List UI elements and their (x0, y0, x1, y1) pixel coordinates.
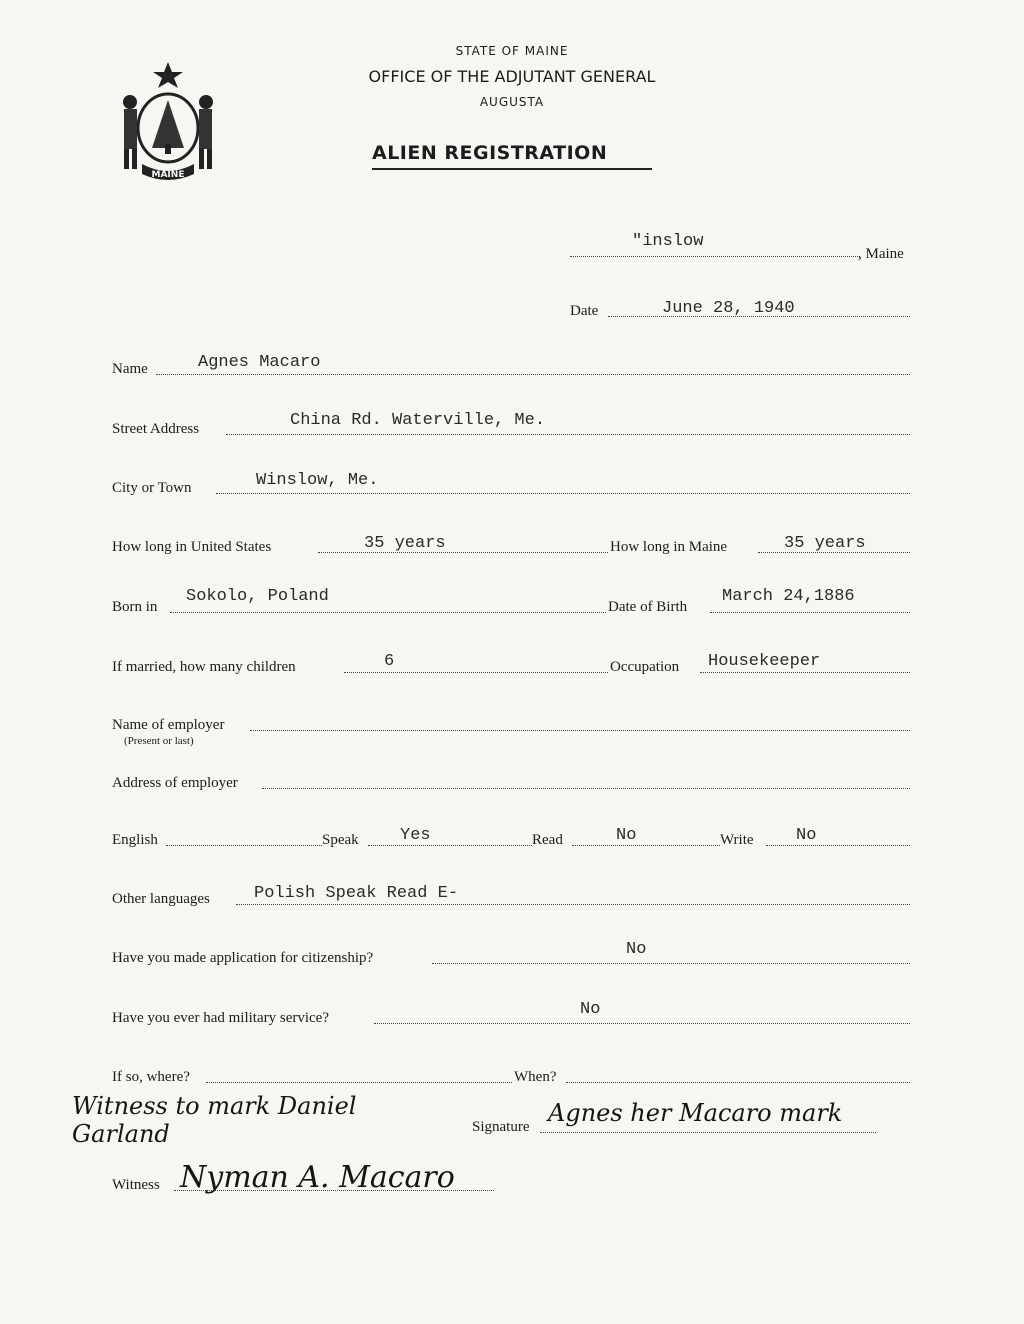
how-long-us-line (318, 552, 608, 553)
write-label: Write (720, 832, 754, 848)
write-value: No (796, 826, 817, 845)
date-of-birth-label: Date of Birth (608, 599, 688, 615)
place-suffix: , Maine (858, 246, 904, 262)
if-so-where-line (206, 1082, 512, 1083)
street-address-line (226, 434, 910, 435)
read-line (572, 845, 720, 846)
title-underline (372, 168, 652, 170)
signature-value: Agnes her Macaro mark (548, 1099, 843, 1127)
how-long-us-label: How long in United States (112, 539, 272, 555)
how-long-maine-value: 35 years (784, 534, 866, 553)
citizenship-label: Have you made application for citizenship? (112, 950, 374, 966)
born-in-line (170, 612, 606, 613)
occupation-line (700, 672, 910, 673)
speak-line (368, 845, 532, 846)
write-line (766, 845, 910, 846)
occupation-value: Housekeeper (708, 652, 821, 671)
date-value: June 28, 1940 (662, 299, 795, 318)
read-label: Read (532, 832, 563, 848)
date-of-birth-line (710, 612, 910, 613)
witness-value: Nyman A. Macaro (180, 1160, 455, 1195)
when-line (566, 1082, 910, 1083)
citizenship-value: No (626, 940, 647, 959)
street-address-label: Street Address (112, 421, 200, 437)
born-in-value: Sokolo, Poland (186, 587, 329, 606)
form-title: ALIEN REGISTRATION (372, 142, 608, 164)
state-heading: STATE OF MAINE (455, 44, 569, 58)
witness-note: Witness to mark Daniel Garland (72, 1092, 357, 1148)
city-label: City or Town (112, 480, 192, 496)
citizenship-line (432, 963, 910, 964)
city-line (216, 493, 910, 494)
how-long-maine-label: How long in Maine (610, 539, 728, 555)
employer-name-sublabel: (Present or last) (124, 735, 194, 747)
occupation-label: Occupation (610, 659, 680, 675)
born-in-label: Born in (112, 599, 158, 615)
how-long-us-value: 35 years (364, 534, 446, 553)
other-languages-value: Polish Speak Read E- (254, 884, 459, 903)
speak-label: Speak (322, 832, 359, 848)
military-label: Have you ever had military service? (112, 1010, 329, 1026)
speak-value: Yes (400, 826, 431, 845)
date-label: Date (570, 303, 599, 319)
military-value: No (580, 1000, 601, 1019)
other-languages-label: Other languages (112, 891, 210, 907)
when-label: When? (514, 1069, 557, 1085)
employer-name-line (250, 730, 910, 731)
military-line (374, 1023, 910, 1024)
name-line (156, 374, 910, 375)
seal-banner-text: MAINE (151, 170, 185, 180)
english-label: English (112, 832, 158, 848)
witness-label: Witness (112, 1177, 160, 1193)
children-value: 6 (384, 652, 395, 671)
english-line (166, 845, 322, 846)
children-label: If married, how many children (112, 659, 296, 675)
employer-address-line (262, 788, 910, 789)
other-languages-line (236, 904, 910, 905)
employer-name-label: Name of employer (112, 717, 225, 733)
place-line (570, 256, 860, 257)
city-heading: AUGUSTA (479, 95, 545, 109)
employer-address-label: Address of employer (112, 775, 238, 791)
street-address-value: China Rd. Waterville, Me. (290, 411, 546, 430)
place-value: "inslow (632, 232, 704, 251)
name-value: Agnes Macaro (198, 353, 321, 372)
if-so-where-label: If so, where? (112, 1069, 190, 1085)
signature-label: Signature (472, 1119, 530, 1135)
office-heading: OFFICE OF THE ADJUTANT GENERAL (368, 67, 656, 86)
signature-line (540, 1132, 876, 1133)
read-value: No (616, 826, 637, 845)
date-of-birth-value: March 24,1886 (722, 587, 855, 606)
name-label: Name (112, 361, 148, 377)
city-value: Winslow, Me. (256, 471, 379, 490)
children-line (344, 672, 608, 673)
